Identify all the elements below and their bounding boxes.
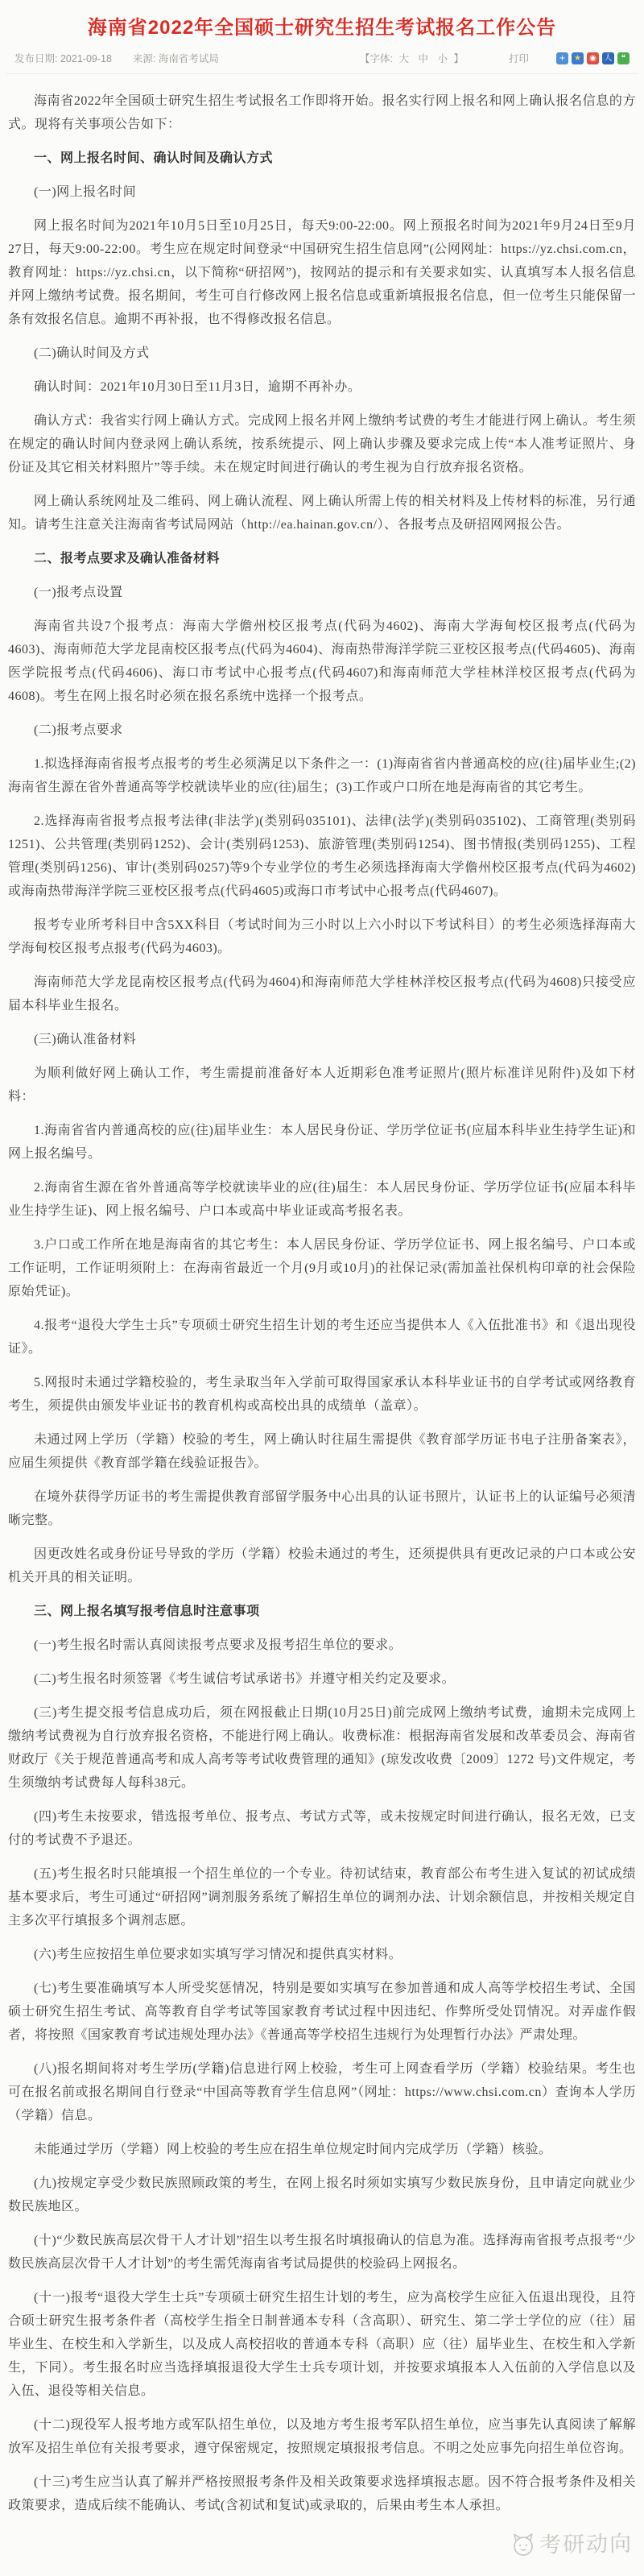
font-size-bracket-close: 】 xyxy=(453,53,464,64)
paragraph: 2.选择海南省报考点报考法律(非法学)(类别码035101)、法律(法学)(类别码035102)、工商管理(类别码1251)、公共管理(类别码1252)、会计(类别码1253)、旅游管理(类别码1254)、图书情报(类别码1255)、工程管理(类别码1256)、审计(类别码0257)等9个专业学位的考生必须选择海南大学儋州校区报考点(代码为4602)或海南热带海洋学院三亚校区报考点(代码4605)或海口市考试中心报考点(代码4607)。 xyxy=(8,814,636,898)
publish-date-value: 2021-09-18 xyxy=(60,53,112,64)
paragraph: 5.网报时未通过学籍校验的，考生录取当年入学前可取得国家承认本科毕业证书的自学考试或网络教育考生，须提供由颁发毕业证书的教育机构或高校出具的成绩单（盖章）。 xyxy=(8,1376,636,1413)
paragraph: 为顺利做好网上确认工作，考生需提前准备好本人近期彩色准考证照片(照片标准详见附件)及如下材料： xyxy=(8,1066,636,1104)
source-value: 海南省考试局 xyxy=(158,53,219,64)
paragraph: (五)考生报名时只能填报一个招生单位的一个专业。待初试结束，教育部公布考生进入复试的初试成绩基本要求后，考生可通过“研招网”调剂服务系统了解招生单位的调剂办法、计划余额信息，并按相关规定自主多次平行填报多个调剂志愿。 xyxy=(8,1867,636,1928)
paragraph: 2.海南省生源在省外普通高等学校就读毕业的应(往)届生：本人居民身份证、学历学位证书(应届本科毕业生持学生证)、网上报名编号、户口本或高中毕业证或高考报名表。 xyxy=(8,1181,636,1218)
article-body xyxy=(6,74,638,2517)
cat-logo-icon xyxy=(509,2528,539,2558)
paragraph: (一)报考点设置 xyxy=(34,586,123,599)
weibo-icon[interactable]: ◉ xyxy=(587,52,599,64)
source xyxy=(133,51,219,65)
font-size-large-button[interactable]: 大 xyxy=(398,53,409,64)
paragraph: 未通过网上学历（学籍）校验的考生，网上确认时往届生需提供《教育部学历证书电子注册备案表》，应届生须提供《教育部学籍在线验证报告》。 xyxy=(8,1433,636,1470)
paragraph: 确认时间：2021年10月30日至11月3日，逾期不再补办。 xyxy=(34,380,361,394)
publish-date-label: 发布日期: xyxy=(14,53,58,64)
paragraph: (三)考生提交报考信息成功后，须在网报截止日期(10月25日)前完成网上缴纳考试费，逾期未完成网上缴纳考试费视为自行放弃报名资格，不能进行网上确认。收费标准：根据海南省发展和改革委员会、海南省财政厅《关于规范普通高考和成人高考等考试收费管理的通知》(琼发改收费〔2009〕1272 号)文件规定，考生须缴纳考试费每人每科38元。 xyxy=(8,1706,636,1790)
font-size-selector xyxy=(360,51,464,65)
paragraph: (七)考生要准确填写本人所受奖惩情况，特别是要如实填写在参加普通和成人高等学校招生考试、全国硕士研究生招生考试、高等教育自学考试等国家教育考试过程中因违纪、作弊所受处罚情况。对弄虚作假者，将按照《国家教育考试违规处理办法》《普通高等学校招生违规行为处理暂行办法》严肃处理。 xyxy=(8,1982,636,2042)
paragraph: (三)确认准备材料 xyxy=(34,1033,137,1046)
share-plus-icon[interactable]: + xyxy=(556,52,568,64)
section-heading: 二、报考点要求及确认准备材料 xyxy=(34,552,221,565)
paragraph: (十三)考生应当认真了解并严格按照报考条件及相关政策要求选择填报志愿。因不符合报考条件及相关政策要求，造成后续不能确认、考试(含初试和复试)或录取的，后果由考生本人承担。 xyxy=(8,2475,636,2512)
paragraph: (九)按规定享受少数民族照顾政策的考生，在网上报名时须如实填写少数民族身份，且申请定向就业少数民族地区。 xyxy=(8,2176,636,2214)
paragraph: 网上报名时间为2021年10月5日至10月25日，每天9:00-22:00。网上预报名时间为2021年9月24日至9月27日，每天9:00-22:00。考生应在规定时间登录“中国研究生招生信息网”(公网网址：https://yz.chsi.com.cn，教育网址：https://yz.chsi.cn，以下简称“研招网”)，按网站的提示和有关要求如实、认真填写本人报名信息并网上缴纳考试费。报名期间，考生可自行修改网上报名信息或重新填报报名信息，但一位考生只能保留一条有效报名信息。逾期不再补报，也不得修改报名信息。 xyxy=(8,219,636,326)
paragraph: (十二)现役军人报考地方或军队招生单位，以及地方考生报考军队招生单位，应当事先认真阅读了解解放军及招生单位有关报考要求，遵守保密规定，按照规定填报报考信息。不明之处应事先向招生单位咨询。 xyxy=(8,2418,636,2455)
section-heading: 三、网上报名填写报考信息时注意事项 xyxy=(34,1605,260,1618)
publish-date xyxy=(14,51,112,65)
paragraph: (一)考生报名时需认真阅读报考点要求及报考招生单位的要求。 xyxy=(34,1638,402,1652)
paragraph: (一)网上报名时间 xyxy=(34,185,137,199)
paragraph: 在境外获得学历证书的考生需提供教育部留学服务中心出具的认证书照片，认证书上的认证编号必须清晰完整。 xyxy=(8,1490,636,1527)
qzone-star-icon[interactable]: ★ xyxy=(572,52,584,64)
renren-icon[interactable]: 人 xyxy=(602,52,614,64)
source-label: 来源: xyxy=(132,53,156,64)
paragraph: 1.拟选择海南省报考点报考的考生必须满足以下条件之一：(1)海南省省内普通高校的应(往)届毕业生;(2)海南省生源在省外普通高等学校就读毕业的应(往)届生；(3)工作或户口所在地是海南省的其它考生。 xyxy=(8,757,636,794)
paragraph: 海南师范大学龙昆南校区报考点(代码为4604)和海南师范大学桂林洋校区报考点(代码为4608)只接受应届本科毕业生报名。 xyxy=(8,975,636,1013)
paragraph: 因更改姓名或身份证号导致的学历（学籍）校验未通过的考生，还须提供具有更改记录的户口本或公安机关开具的相关证明。 xyxy=(8,1547,636,1584)
font-size-small-button[interactable]: 小 xyxy=(437,53,448,64)
paragraph: (十一)报考“退役大学生士兵”专项硕士研究生招生计划的考生，应为高校学生应征入伍退出现役，且符合硕士研究生报考条件者（高校学生指全日制普通本专科（含高职）、研究生、第二学士学位的应（往）届毕业生、在校生和入学新生，以及成人高校招收的普通本专科（高职）应（往）届毕业生、在校生和入学新生，下同）。考生报名时应当选择填报退役大学生士兵专项计划，并按要求填报本人入伍前的入学信息以及入伍、退役等相关信息。 xyxy=(8,2291,636,2398)
wechat-icon[interactable]: ❝ xyxy=(617,52,630,64)
print-button[interactable]: 打印 xyxy=(508,53,529,64)
paragraph: 报考专业所考科目中含5XX科目（考试时间为三小时以上六小时以下考试科目）的考生必须选择海南大学海甸校区报考点报考(代码为4603)。 xyxy=(8,918,636,955)
paragraph: 网上确认系统网址及二维码、网上确认流程、网上确认所需上传的相关材料及上传材料的标准，另行通知。请考生注意关注海南省考试局网站（http://ea.hainan.gov.cn/）、各报考点及研招网网报公告。 xyxy=(8,495,636,532)
section-heading: 一、网上报名时间、确认时间及确认方式 xyxy=(34,151,274,165)
paragraph: (二)考生报名时须签署《考生诚信考试承诺书》并遵守相关约定及要求。 xyxy=(34,1672,456,1686)
paragraph: 确认方式：我省实行网上确认方式。完成网上报名并网上缴纳考试费的考生才能进行网上确认。考生须在规定的确认时间内登录网上确认系统，按系统提示、网上确认步骤及要求完成上传“本人准考证照片、身份证及其它相关材料照片”等手续。未在规定时间进行确认的考生视为自行放弃报名资格。 xyxy=(8,414,636,474)
paragraph: (六)考生应按招生单位要求如实填写学习情况和提供真实材料。 xyxy=(34,1948,402,1961)
meta-bar xyxy=(6,49,638,74)
paragraph: (四)考生未按要求，错选报考单位、报考点、考试方式等，或未按规定时间进行确认，报名无效，已支付的考试费不予退还。 xyxy=(8,1810,636,1847)
paragraph: 4.报考“退役大学生士兵”专项硕士研究生招生计划的考生还应当提供本人《入伍批准书》和《退出现役证》。 xyxy=(8,1319,636,1356)
paragraph: 海南省2022年全国硕士研究生招生考试报名工作即将开始。报名实行网上报名和网上确认报名信息的方式。现将有关事项公告如下： xyxy=(8,94,636,131)
font-size-bracket-open: 【字体: xyxy=(360,53,393,64)
paragraph: 未能通过学历（学籍）网上校验的考生应在招生单位规定时间内完成学历（学籍）核验。 xyxy=(34,2143,552,2156)
paragraph: 海南省共设7个报考点：海南大学儋州校区报考点(代码为4602)、海南大学海甸校区报考点(代码为4603)、海南师范大学龙昆南校区报考点(代码为4604)、海南热带海洋学院三亚校区报考点(代码4605)、海南医学院报考点(代码4606)、海口市考试中心报考点(代码4607)和海南师范大学桂林洋校区报考点(代码为4608)。考生在网上报名时必须在报名系统中选择一个报考点。 xyxy=(8,619,636,703)
paragraph: (二)报考点要求 xyxy=(34,723,123,737)
watermark-text: 考研动向 xyxy=(539,2531,634,2557)
font-size-medium-button[interactable]: 中 xyxy=(418,53,428,64)
meta-left xyxy=(14,51,219,65)
paragraph: 1.海南省省内普通高校的应(往)届毕业生：本人居民身份证、学历学位证书(应届本科毕业生持学生证)和网上报名编号。 xyxy=(8,1124,636,1161)
paragraph: (二)确认时间及方式 xyxy=(34,346,150,360)
paragraph: (十)“少数民族高层次骨干人才计划”招生以考生报名时填报确认的信息为准。选择海南省报考点报考“少数民族高层次骨干人才计划”的考生需凭海南省考试局提供的校验码上网报名。 xyxy=(8,2234,636,2271)
share-icons xyxy=(553,52,630,64)
page-title: 海南省2022年全国硕士研究生招生考试报名工作公告 xyxy=(87,17,557,39)
paragraph: (八)报名期间将对考生学历(学籍)信息进行网上校验，考生可上网查看学历（学籍）校验结果。考生也可在报名前或报名期间自行登录“中国高等教育学生信息网”（网址：https://www.chsi.com.cn）查询本人学历（学籍）信息。 xyxy=(8,2062,636,2123)
paragraph: 3.户口或工作所在地是海南省的其它考生：本人居民身份证、学历学位证书、网上报名编号、户口本或工作证明，工作证明须附上：在海南省最近一个月(9月或10月)的社保记录(需加盖社保机构印章的社会保险原始凭证)。 xyxy=(8,1238,636,1298)
watermark xyxy=(509,2526,634,2560)
